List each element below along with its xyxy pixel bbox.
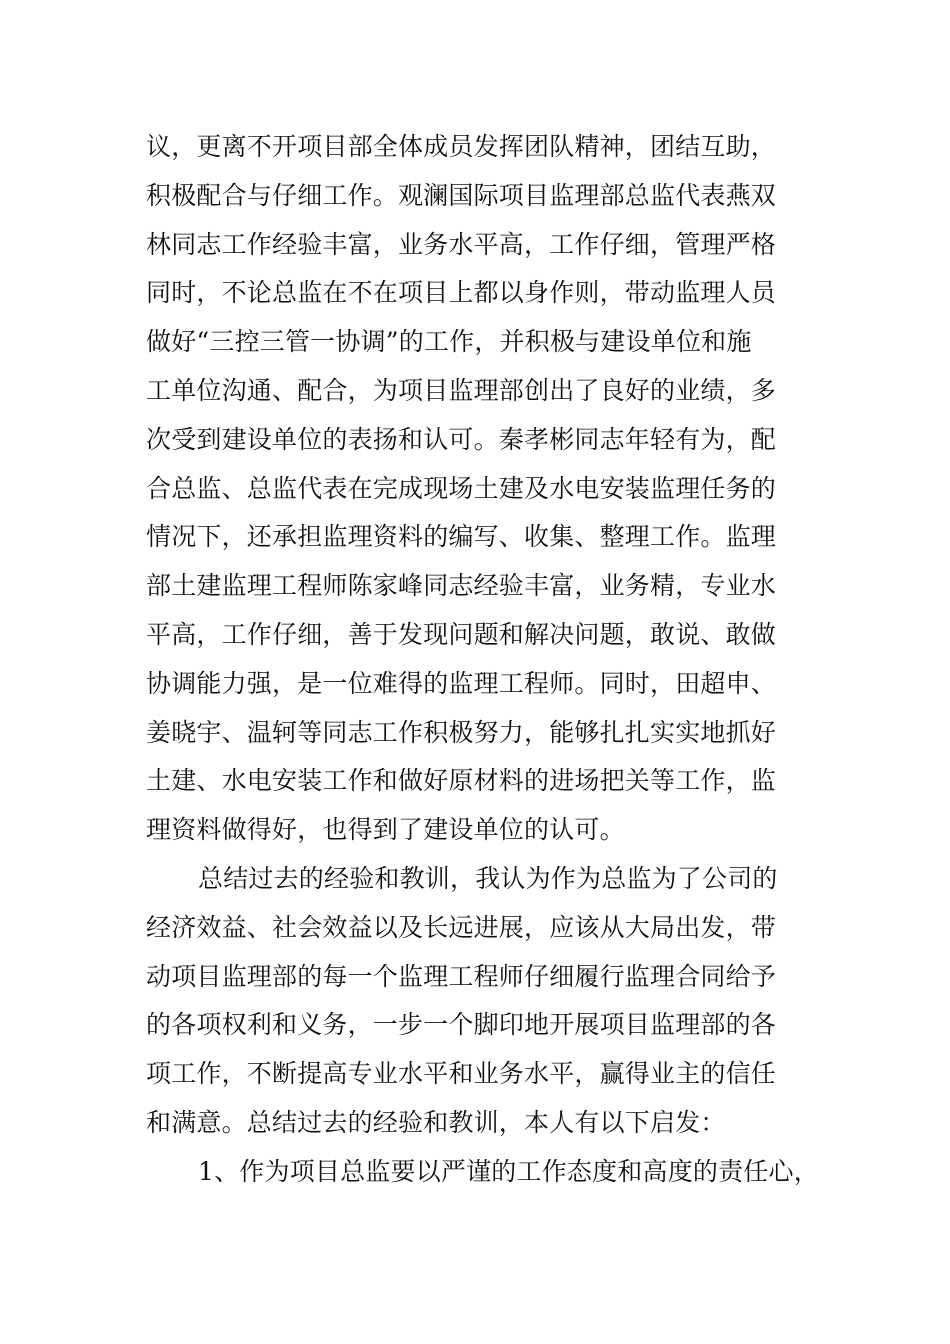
text-line: 林同志工作经验丰富，业务水平高，工作仔细，管理严格 [146,229,777,259]
text-line: 经济效益、社会效益以及长远进展，应该从大局出发，带 [146,912,777,942]
text-line: 同时，不论总监在不在项目上都以身作则，带动监理人员 [146,278,777,308]
text-line: 次受到建设单位的表扬和认可。秦孝彬同志年轻有为，配 [146,424,777,454]
text-line: 工单位沟通、配合，为项目监理部创出了良好的业绩，多 [146,375,777,405]
body-text [146,123,846,1197]
paragraph-start-line: 总结过去的经验和教训，我认为作为总监为了公司的 [198,863,778,893]
text-line: 项工作，不断提高专业水平和业务水平，赢得业主的信任 [146,1059,777,1089]
text-line: 做好“三控三管一协调”的工作，并积极与建设单位和施 [146,327,752,357]
numbered-item-line: 1、作为项目总监要以严谨的工作态度和高度的责任心， [198,1156,819,1186]
text-line: 协调能力强，是一位难得的监理工程师。同时，田超申、 [146,668,777,698]
text-line: 动项目监理部的每一个监理工程师仔细履行监理合同给予 [146,961,777,991]
text-line: 理资料做得好，也得到了建设单位的认可。 [146,815,625,845]
text-line: 土建、水电安装工作和做好原材料的进场把关等工作，监 [146,766,777,796]
text-line: 积极配合与仔细工作。观澜国际项目监理部总监代表燕双 [146,180,777,210]
text-line: 情况下，还承担监理资料的编写、收集、整理工作。监理 [146,522,777,552]
text-line: 部土建监理工程师陈家峰同志经验丰富，业务精，专业水 [146,571,777,601]
text-line: 的各项权利和义务，一步一个脚印地开展项目监理部的各 [146,1010,777,1040]
text-line: 姜晓宇、温轲等同志工作积极努力，能够扎扎实实地抓好 [146,717,777,747]
text-line: 和满意。总结过去的经验和教训，本人有以下启发： [146,1107,726,1137]
text-line: 议，更离不开项目部全体成员发挥团队精神，团结互助， [146,132,777,161]
text-line: 合总监、总监代表在完成现场土建及水电安装监理任务的 [146,473,777,503]
text-line: 平高，工作仔细，善于发现问题和解决问题，敢说、敢做 [146,619,777,649]
